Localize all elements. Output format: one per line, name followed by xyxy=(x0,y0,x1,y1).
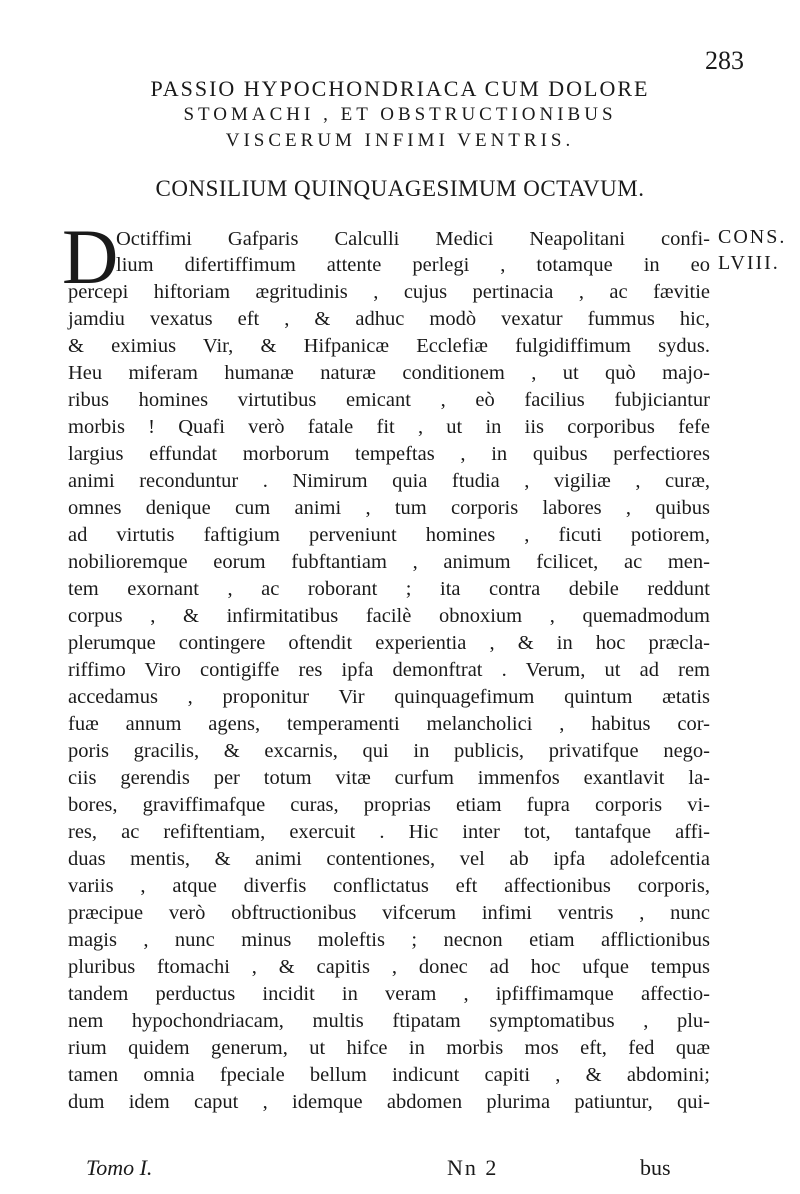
margin-note-cons: CONS. xyxy=(718,226,787,248)
text-line: & eximius Vir, & Hifpanicæ Ecclefiæ fulgidiffimum sydus. xyxy=(68,335,710,357)
margin-note-number: LVIII. xyxy=(718,252,780,274)
text-line: tamen omnia fpeciale bellum indicunt capiti , & abdomini; xyxy=(68,1064,710,1086)
footer-catchword: bus xyxy=(640,1155,671,1180)
text-line: tandem perductus incidit in veram , ipfiffimamque affectio- xyxy=(68,983,710,1005)
text-line: percepi hiftoriam ægritudinis , cujus pertinacia , ac fævitie xyxy=(68,281,710,303)
text-line: lium difertiffimum attente perlegi , totamque in eo xyxy=(116,254,710,276)
text-line: magis , nunc minus moleftis ; necnon etiam afflictionibus xyxy=(68,929,710,951)
text-line: tem exornant , ac roborant ; ita contra debile reddunt xyxy=(68,578,710,600)
text-line: bores, graviffimafque curas, proprias etiam fupra corporis vi- xyxy=(68,794,710,816)
drop-cap: D xyxy=(62,213,119,300)
text-line: nem hypochondriacam, multis ftipatam symptomatibus , plu- xyxy=(68,1010,710,1032)
text-line: Heu miferam humanæ naturæ conditionem , ut quò majo- xyxy=(68,362,710,384)
text-line: pluribus ftomachi , & capitis , donec ad hoc ufque tempus xyxy=(68,956,710,978)
text-line: dum idem caput , idemque abdomen plurima patiuntur, qui- xyxy=(68,1091,710,1113)
text-line: fuæ annum agens, temperamenti melancholici , habitus cor- xyxy=(68,713,710,735)
text-line: ciis gerendis per totum vitæ curfum immenfos exantlavit la- xyxy=(68,767,710,789)
text-line: res, ac refiftentiam, exercuit . Hic inter tot, tantafque affi- xyxy=(68,821,710,843)
footer-signature-mark: Nn 2 xyxy=(447,1155,499,1180)
footer-volume: Tomo I. xyxy=(86,1155,153,1180)
text-line: morbis ! Quafi verò fatale fit , ut in iis corporibus fefe xyxy=(68,416,710,438)
text-line: duas mentis, & animi contentiones, vel ab ipfa adolefcentia xyxy=(68,848,710,870)
page-number: 283 xyxy=(705,46,744,75)
text-line: largius effundat morborum tempeftas , in quibus perfectiores xyxy=(68,443,710,465)
text-line: Octiffimi Gafparis Calculli Medici Neapolitani confi- xyxy=(116,228,710,250)
text-line: animi reconduntur . Nimirum quia ftudia , vigiliæ , curæ, xyxy=(68,470,710,492)
text-line: ribus homines virtutibus emicant , eò facilius fubjiciantur xyxy=(68,389,710,411)
text-line: nobilioremque eorum fubftantiam , animum fcilicet, ac men- xyxy=(68,551,710,573)
text-line: rium quidem generum, ut hifce in morbis mos eft, fed quæ xyxy=(68,1037,710,1059)
text-line: præcipue verò obftructionibus vifcerum infimi ventris , nunc xyxy=(68,902,710,924)
text-line: variis , atque diverfis conflictatus eft affectionibus corporis, xyxy=(68,875,710,897)
heading-line-1: PASSIO HYPOCHONDRIACA CUM DOLORE xyxy=(150,76,650,101)
consilium-title: CONSILIUM QUINQUAGESIMUM OCTAVUM. xyxy=(155,176,645,201)
text-line: omnes denique cum animi , tum corporis labores , quibus xyxy=(68,497,710,519)
text-line: accedamus , proponitur Vir quinquagefimum quintum ætatis xyxy=(68,686,710,708)
text-line: poris gracilis, & excarnis, qui in publicis, privatifque nego- xyxy=(68,740,710,762)
heading-line-2: STOMACHI , ET OBSTRUCTIONIBUS xyxy=(183,104,617,125)
text-line: jamdiu vexatus eft , & adhuc modò vexatur fummus hic, xyxy=(68,308,710,330)
text-line: corpus , & infirmitatibus facilè obnoxium , quemadmodum xyxy=(68,605,710,627)
text-line: ad virtutis faftigium perveniunt homines , ficuti potiorem, xyxy=(68,524,710,546)
heading-line-3: VISCERUM INFIMI VENTRIS. xyxy=(225,130,575,151)
text-line: plerumque contingere oftendit experientia , & in hoc præcla- xyxy=(68,632,710,654)
text-line: riffimo Viro contigiffe res ipfa demonftrat . Verum, ut ad rem xyxy=(68,659,710,681)
